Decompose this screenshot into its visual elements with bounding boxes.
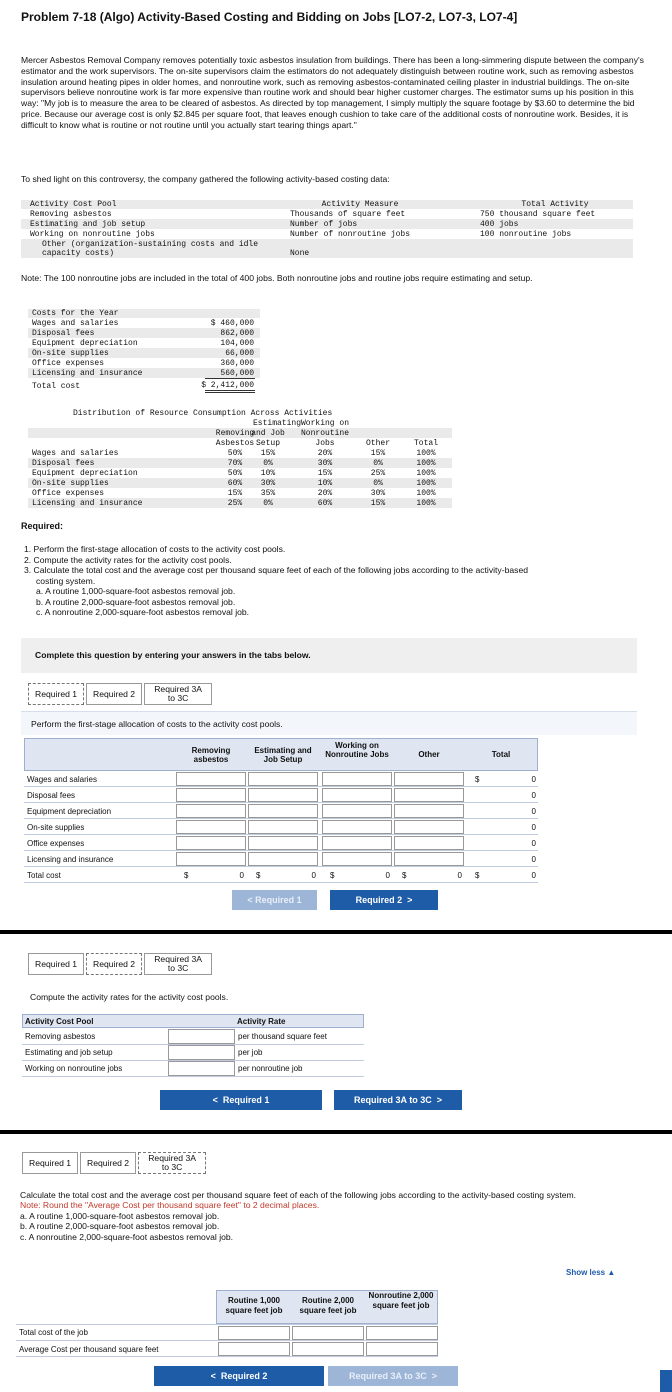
dist-percent: 100% <box>416 449 436 458</box>
row-total-value: 0 <box>531 823 536 832</box>
dist-percent: 70% <box>227 459 243 468</box>
dist-percent: 25% <box>227 499 243 508</box>
required-2-section <box>0 934 672 1130</box>
req1-amount-input[interactable] <box>176 788 246 802</box>
required-item: 2. Compute the activity rates for the activity cost pools. <box>24 554 232 565</box>
dist-percent: 50% <box>227 469 243 478</box>
required-list <box>24 544 644 618</box>
rate-unit-label: per nonroutine job <box>238 1064 303 1073</box>
dist-percent: 100% <box>416 479 436 488</box>
required-item: 3. Calculate the total cost and the average cost per thousand square feet of each of the following jobs according to the activity-based <box>24 565 529 575</box>
req1-amount-input[interactable] <box>394 836 464 850</box>
req2-pool-label: Working on nonroutine jobs <box>25 1064 123 1073</box>
row-total-value: 0 <box>531 855 536 864</box>
required-heading: Required: <box>21 521 64 531</box>
req1-col-header: Other <box>418 750 440 759</box>
dist-percent: 60% <box>317 499 333 508</box>
prev-button-label: Required 1 <box>255 895 302 905</box>
req1-amount-input[interactable] <box>322 852 392 866</box>
req2-instruction: Compute the activity rates for the activity cost pools. <box>30 992 229 1002</box>
req1-amount-input[interactable] <box>394 820 464 834</box>
dist-percent: 100% <box>416 459 436 468</box>
dist-h: Jobs <box>315 439 335 448</box>
required-subitem: a. A routine 1,000-square-foot asbestos removal job. <box>36 586 236 596</box>
dist-h: Setup <box>255 439 280 448</box>
row-total-value: 0 <box>531 791 536 800</box>
cost-label: Disposal fees <box>32 329 95 338</box>
total-cost-nonroutine-2000-input[interactable] <box>366 1326 438 1340</box>
cost-value: 66,000 <box>225 349 254 358</box>
req3-row-label: Average Cost per thousand square feet <box>19 1345 159 1354</box>
currency-symbol: $ <box>330 871 335 880</box>
prev-required-1-button[interactable]: < Required 1 <box>160 1090 322 1110</box>
prev-button-label: Required 1 <box>222 1095 270 1105</box>
dist-percent: 25% <box>370 469 386 478</box>
activity-header-measure: Activity Measure <box>321 200 399 209</box>
next-button-label: Required 2 <box>355 895 403 905</box>
req1-amount-input[interactable] <box>322 820 392 834</box>
req3-col-header: Routine 1,000 square feet job <box>225 1296 283 1315</box>
req1-amount-input[interactable] <box>394 772 464 786</box>
req1-row-label: Licensing and insurance <box>27 855 114 864</box>
req1-amount-input[interactable] <box>322 788 392 802</box>
dist-h: Asbestos <box>215 439 255 448</box>
req1-row-label: Equipment depreciation <box>27 807 112 816</box>
next-required-3-button[interactable]: Required 3A to 3C > <box>328 1366 458 1386</box>
activity-row-cell: 100 nonroutine jobs <box>480 230 572 239</box>
req1-amount-input[interactable] <box>394 852 464 866</box>
req3-col-header: Routine 2,000 square feet job <box>299 1296 357 1315</box>
req1-amount-input[interactable] <box>248 820 318 834</box>
instructions-banner <box>21 638 637 673</box>
cost-label: Office expenses <box>32 359 105 368</box>
avg-cost-routine-2000-input[interactable] <box>292 1342 364 1356</box>
req1-total-value: 0 <box>457 871 462 880</box>
cost-label: Wages and salaries <box>32 319 119 328</box>
req3-row-label: Total cost of the job <box>19 1328 88 1337</box>
req3-text <box>20 1190 628 1242</box>
req3-instruction: Calculate the total cost and the average cost per thousand square feet of each of the following jobs according to the activity-based costing system. <box>20 1190 577 1200</box>
req1-amount-input[interactable] <box>394 804 464 818</box>
required-item: 1. Perform the first-stage allocation of costs to the activity cost pools. <box>24 544 286 554</box>
dist-percent: 60% <box>227 479 243 488</box>
tab-bar <box>22 1152 208 1174</box>
next-button-label: Required 3A to 3C <box>354 1095 432 1105</box>
activity-rate-input[interactable] <box>168 1029 235 1044</box>
tab-required-2[interactable]: Required 2 <box>86 683 142 705</box>
row-total-value: 0 <box>531 775 536 784</box>
cost-value: 104,000 <box>220 339 254 348</box>
row-total-value: 0 <box>531 807 536 816</box>
tab-required-1[interactable]: Required 1 <box>22 1152 78 1174</box>
cost-value: 360,000 <box>220 359 254 368</box>
req1-col-header: Removing asbestos <box>191 746 231 764</box>
total-cost-routine-2000-input[interactable] <box>292 1326 364 1340</box>
dist-h: Removing <box>215 429 255 438</box>
tab-required-2[interactable]: Required 2 <box>80 1152 136 1174</box>
dist-percent: 10% <box>260 469 276 478</box>
req1-row-label: On-site supplies <box>27 823 85 832</box>
req1-amount-input[interactable] <box>248 852 318 866</box>
dist-percent: 30% <box>317 459 333 468</box>
instructions-text: Complete this question by entering your answers in the tabs below. <box>35 650 311 660</box>
dist-row-label: On-site supplies <box>32 479 109 488</box>
costs-header: Costs for the Year <box>32 309 119 318</box>
dist-h: Working on <box>300 419 349 428</box>
dist-percent: 10% <box>317 479 333 488</box>
dist-percent: 100% <box>416 469 436 478</box>
req1-row-label: Wages and salaries <box>27 775 97 784</box>
activity-rate-input[interactable] <box>168 1045 235 1060</box>
activity-header-total: Total Activity <box>521 200 589 209</box>
req1-col-header: Total <box>491 750 511 759</box>
tab-required-1[interactable]: Required 1 <box>28 953 84 975</box>
prev-required-2-button[interactable]: < Required 2 <box>154 1366 324 1386</box>
prev-button-label: Required 2 <box>220 1371 268 1381</box>
currency-symbol: $ <box>184 871 189 880</box>
dist-percent: 35% <box>260 489 276 498</box>
req1-amount-input[interactable] <box>176 772 246 786</box>
req1-amount-input[interactable] <box>176 804 246 818</box>
req1-total-label: Total cost <box>27 871 61 880</box>
req2-col-header: Activity Cost Pool <box>25 1017 94 1026</box>
dist-percent: 20% <box>317 449 333 458</box>
req1-amount-input[interactable] <box>248 804 318 818</box>
tab-bar <box>28 953 214 975</box>
cost-label: Licensing and insurance <box>32 369 143 378</box>
activity-row-cell: Estimating and job setup <box>30 220 146 229</box>
dist-row-label: Office expenses <box>32 489 105 498</box>
row-total-value: 0 <box>531 839 536 848</box>
req1-amount-input[interactable] <box>176 836 246 850</box>
required-item: costing system. <box>36 575 96 586</box>
dist-row-label: Disposal fees <box>32 459 95 468</box>
activity-row-cell: Number of jobs <box>290 220 358 229</box>
dist-percent: 30% <box>260 479 276 488</box>
prev-required-1-button[interactable]: < Required 1 <box>232 890 317 910</box>
req3-item: c. A nonroutine 2,000-square-foot asbestos removal job. <box>20 1231 234 1242</box>
dist-row-label: Wages and salaries <box>32 449 119 458</box>
activity-header-pool: Activity Cost Pool <box>30 200 117 209</box>
req3-note: Note: Round the "Average Cost per thousand square feet" to 2 decimal places. <box>20 1200 320 1211</box>
req1-amount-input[interactable] <box>322 836 392 850</box>
next-button-label: Required 3A to 3C <box>349 1371 427 1381</box>
tab-required-3[interactable]: Required 3A to 3C <box>144 953 212 975</box>
dist-percent: 15% <box>317 469 333 478</box>
activity-row-cell: capacity costs) <box>42 249 115 258</box>
req1-col-header: Estimating and Job Setup <box>254 746 312 764</box>
activity-row-cell: Number of nonroutine jobs <box>290 230 411 239</box>
req1-amount-input[interactable] <box>394 788 464 802</box>
next-required-2-button[interactable]: Required 2 > <box>330 890 438 910</box>
activity-row-cell: Thousands of square feet <box>290 210 406 219</box>
dist-h: Nonroutine <box>300 429 349 438</box>
req1-row-label: Disposal fees <box>27 791 76 800</box>
rate-unit-label: per thousand square feet <box>238 1032 327 1041</box>
rate-unit-label: per job <box>238 1048 263 1057</box>
cost-total-label: Total cost <box>32 382 81 391</box>
activity-row-cell: Working on nonroutine jobs <box>30 230 155 239</box>
row-total-value: 0 <box>531 871 536 880</box>
cost-value: $ 460,000 <box>210 319 254 328</box>
next-required-3-button[interactable]: Required 3A to 3C > <box>334 1090 462 1110</box>
cost-value: 862,000 <box>220 329 254 338</box>
activity-rate-input[interactable] <box>168 1061 235 1076</box>
currency-symbol: $ <box>475 775 480 784</box>
dist-percent: 30% <box>370 489 386 498</box>
activity-row-cell: Other (organization-sustaining costs and idle <box>42 240 259 249</box>
req3-item: a. A routine 1,000-square-foot asbestos removal job. <box>20 1210 220 1221</box>
req2-pool-label: Removing asbestos <box>25 1032 96 1041</box>
req1-amount-input[interactable] <box>248 772 318 786</box>
activity-row-cell: Removing asbestos <box>30 210 112 219</box>
req1-total-value: 0 <box>239 871 244 880</box>
req2-col-header: Activity Rate <box>237 1017 286 1026</box>
currency-symbol: $ <box>256 871 261 880</box>
activity-row-cell: 400 jobs <box>480 220 519 229</box>
tab-bar <box>28 683 214 705</box>
activity-row-cell: None <box>290 249 310 258</box>
cost-total-value: $ 2,412,000 <box>201 381 254 390</box>
show-less-link[interactable]: Show less ▲ <box>566 1268 616 1277</box>
avg-cost-nonroutine-2000-input[interactable] <box>366 1342 438 1356</box>
cost-label: Equipment depreciation <box>32 339 138 348</box>
dist-percent: 15% <box>260 449 276 458</box>
dist-percent: 100% <box>416 489 436 498</box>
dist-percent: 20% <box>317 489 333 498</box>
required-3-section <box>0 1134 672 1392</box>
tab-required-3[interactable]: Required 3A to 3C <box>144 683 212 705</box>
req1-amount-input[interactable] <box>176 852 246 866</box>
req1-col-header: Working on Nonroutine Jobs <box>325 741 389 759</box>
req2-pool-label: Estimating and job setup <box>25 1048 113 1057</box>
dist-h: and Job <box>251 429 285 438</box>
req1-total-value: 0 <box>311 871 316 880</box>
cost-value: 560,000 <box>220 369 254 378</box>
req1-row-label: Office expenses <box>27 839 85 848</box>
dist-row-label: Equipment depreciation <box>32 469 138 478</box>
req1-amount-input[interactable] <box>322 804 392 818</box>
avg-cost-routine-1000-input[interactable] <box>218 1342 290 1356</box>
req1-instruction: Perform the first-stage allocation of costs to the activity cost pools. <box>31 719 283 729</box>
tab-required-3[interactable]: Required 3A to 3C <box>138 1152 206 1174</box>
req3-item: b. A routine 2,000-square-foot asbestos removal job. <box>20 1221 220 1232</box>
required-subitem: b. A routine 2,000-square-foot asbestos removal job. <box>36 596 236 607</box>
dist-percent: 15% <box>227 489 243 498</box>
currency-symbol: $ <box>475 871 480 880</box>
dist-title: Distribution of Resource Consumption Across Activities <box>73 409 333 418</box>
dist-percent: 50% <box>227 449 243 458</box>
tab-required-2[interactable]: Required 2 <box>86 953 142 975</box>
req1-total-value: 0 <box>385 871 390 880</box>
dist-h: Total <box>413 439 438 448</box>
req1-instruction-bar <box>21 711 637 735</box>
lead-text: To shed light on this controversy, the company gathered the following activity-based costing data: <box>21 174 390 184</box>
dist-row-label: Licensing and insurance <box>32 499 143 508</box>
req1-amount-input[interactable] <box>322 772 392 786</box>
total-cost-routine-1000-input[interactable] <box>218 1326 290 1340</box>
req1-amount-input[interactable] <box>176 820 246 834</box>
dist-percent: 100% <box>416 499 436 508</box>
activity-row-cell: 750 thousand square feet <box>480 210 596 219</box>
dist-percent: 0% <box>263 459 273 468</box>
required-subitem: c. A nonroutine 2,000-square-foot asbestos removal job. <box>36 607 250 617</box>
req1-amount-input[interactable] <box>248 788 318 802</box>
dist-percent: 0% <box>373 459 383 468</box>
intro-paragraph: Mercer Asbestos Removal Company removes potentially toxic asbestos insulation from buildings. There has been a long-simmering dispute between the company's estimator and the work supervisors. The on-site supervisors claim the estimators do not adequately distinguish between routine work, such as removing asbestos insulation around heating pipes in older homes, and nonroutine work, such as removing asbestos-contaminated ceiling plaster in industrial buildings. The on-site supervisors believe nonroutine work is far more expensive than routine work and should bear higher customer charges. The estimator sums up his position in this way: "My job is to measure the area to be cleared of asbestos. As directed by top management, I simply multiply the square footage by $3.60 to determine the bid price. Because our average cost is only $2.845 per square foot, that leaves enough cushion to take care of the additional costs of nonroutine work. Besides, it is difficult to know what is routine or not routine until you actually start tearing things apart." <box>21 55 644 130</box>
tab-required-1[interactable]: Required 1 <box>28 683 84 705</box>
dist-percent: 0% <box>263 499 273 508</box>
dist-percent: 15% <box>370 449 386 458</box>
currency-symbol: $ <box>402 871 407 880</box>
side-widget-icon[interactable] <box>660 1370 672 1392</box>
note-text: Note: The 100 nonroutine jobs are included in the total of 400 jobs. Both nonroutine jobs and routine jobs require estimating and setup. <box>21 273 533 283</box>
dist-h: Other <box>365 439 390 448</box>
page-title: Problem 7-18 (Algo) Activity-Based Costing and Bidding on Jobs [LO7-2, LO7-3, LO7-4] <box>21 10 518 24</box>
dist-percent: 15% <box>370 499 386 508</box>
dist-h: Estimating <box>252 419 301 428</box>
dist-percent: 0% <box>373 479 383 488</box>
cost-label: On-site supplies <box>32 349 109 358</box>
req1-amount-input[interactable] <box>248 836 318 850</box>
req3-col-header: Nonroutine 2,000 square feet job <box>368 1291 434 1310</box>
